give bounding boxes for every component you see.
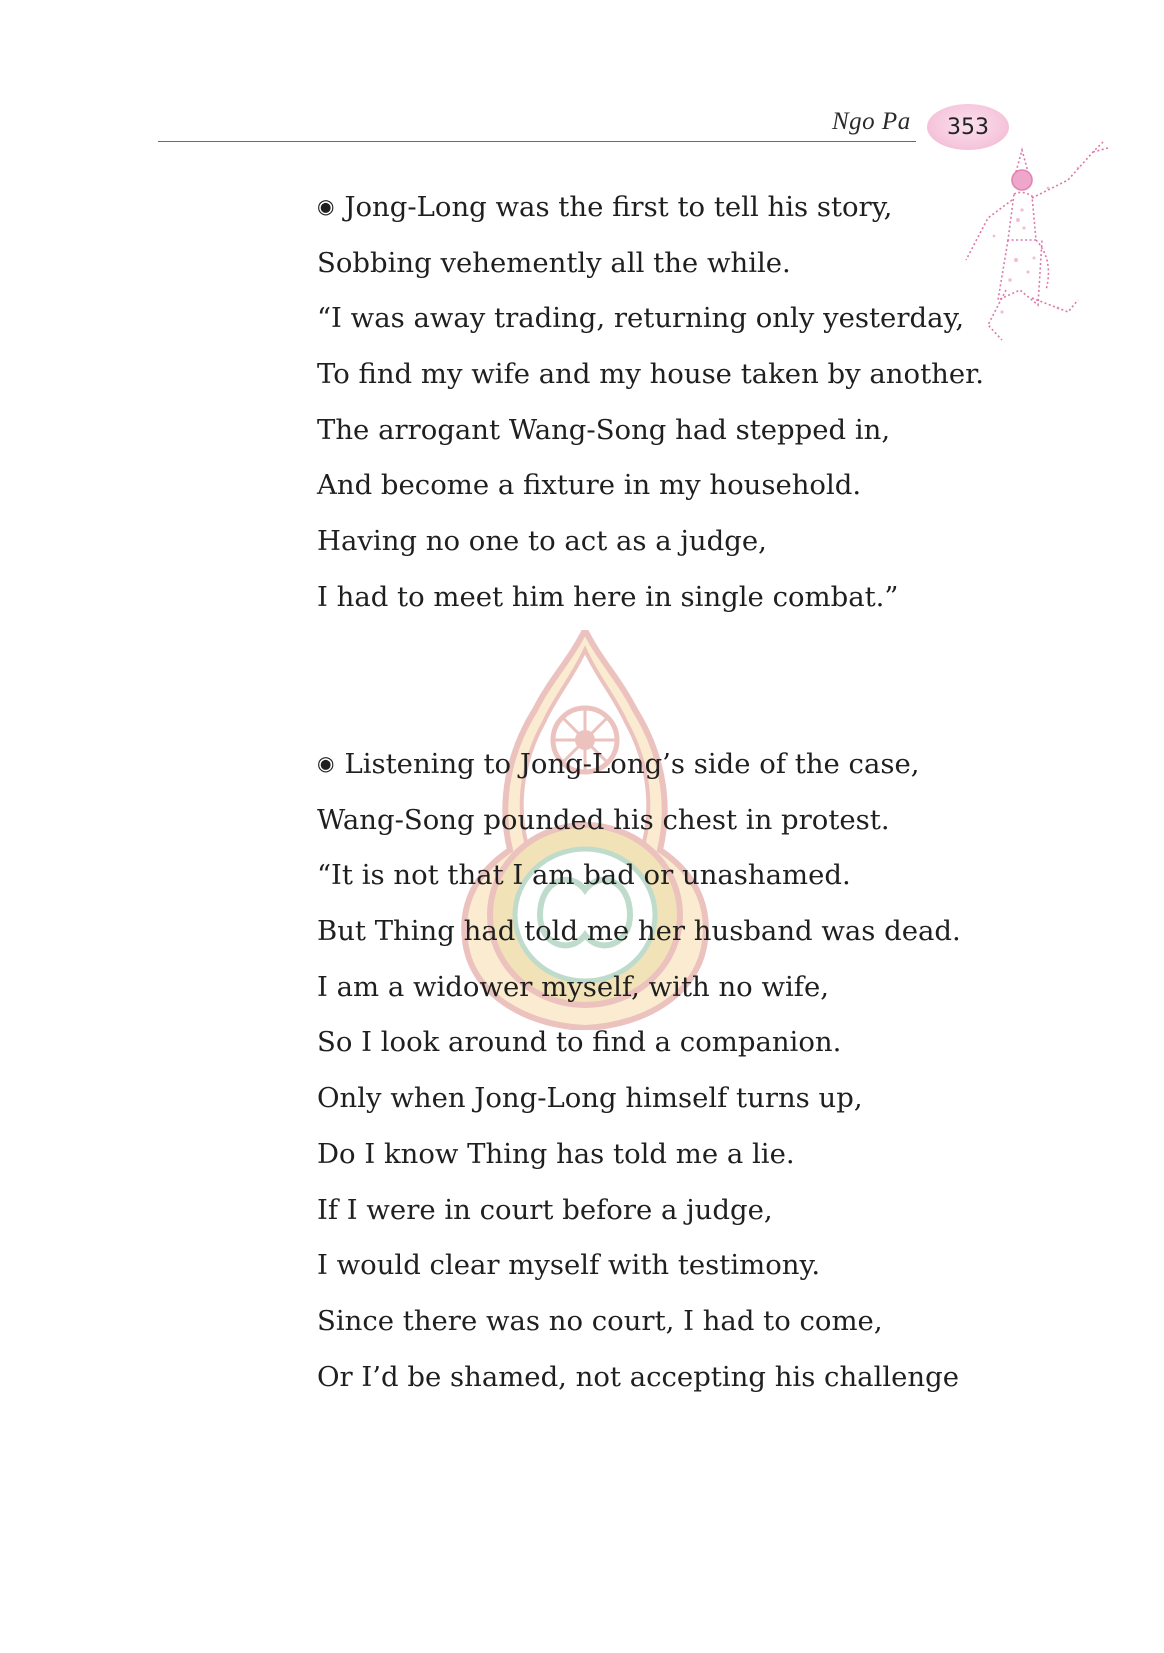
- verse-line: The arrogant Wang-Song had stepped in,: [317, 413, 891, 446]
- verse-line: Do I know Thing has told me a lie.: [317, 1137, 795, 1170]
- verse-line: I would clear myself with testimony.: [317, 1249, 821, 1282]
- verse-line: “I was away trading, returning only yesterday,: [317, 302, 965, 335]
- bullet-icon: ◉: [317, 751, 335, 775]
- verse-line: So I look around to find a companion.: [317, 1026, 842, 1059]
- stanza-1: [317, 180, 984, 626]
- verse-line: To find my wife and my house taken by another.: [317, 358, 984, 391]
- bullet-icon: ◉: [317, 194, 335, 218]
- verse-line: ◉ Listening to Jong-Long’s side of the case,: [317, 737, 961, 793]
- verse-line: And become a fixture in my household.: [317, 469, 862, 502]
- verse-line: Sobbing vehemently all the while.: [317, 246, 791, 279]
- verse-line: If I were in court before a judge,: [317, 1193, 773, 1226]
- verse-line: Having no one to act as a judge,: [317, 525, 767, 558]
- stanza-2: [317, 737, 961, 1405]
- verse-line: ◉ Jong-Long was the first to tell his story,: [317, 180, 984, 236]
- header-rule: [158, 141, 916, 142]
- verse-line: Since there was no court, I had to come,: [317, 1304, 883, 1337]
- verse-line: I had to meet him here in single combat.”: [317, 580, 899, 613]
- verse-line: Only when Jong-Long himself turns up,: [317, 1082, 863, 1115]
- verse-line: But Thing had told me her husband was dead.: [317, 915, 961, 948]
- verse-line: “It is not that I am bad or unashamed.: [317, 859, 851, 892]
- page-number: 353: [947, 114, 989, 140]
- verse-line: Wang-Song pounded his chest in protest.: [317, 803, 890, 836]
- running-title: Ngo Pa: [832, 108, 911, 135]
- verse-line: Or I’d be shamed, not accepting his challenge: [317, 1360, 960, 1393]
- verse-line: I am a widower myself, with no wife,: [317, 970, 829, 1003]
